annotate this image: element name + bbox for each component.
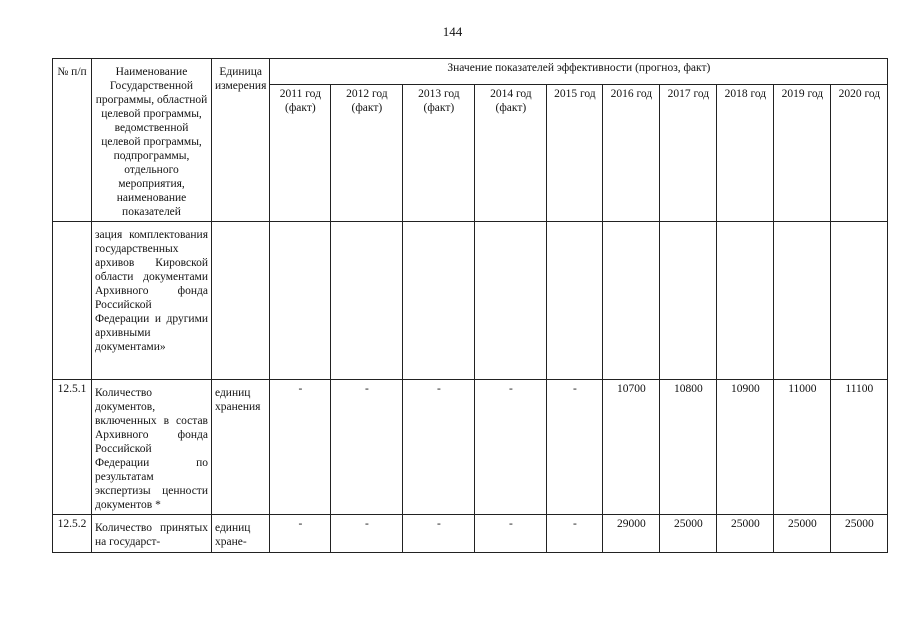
row-value: - [270,515,331,553]
row-value: 25000 [831,515,888,553]
row-value: 11000 [774,380,831,515]
row-value: - [403,380,475,515]
row-value [717,222,774,380]
row-value: 10700 [603,380,660,515]
row-value: - [475,380,547,515]
row-name: Количество принятых на государст- [92,515,212,553]
row-value: 25000 [717,515,774,553]
row-value [547,222,603,380]
table-row [53,222,888,380]
row-value: - [547,515,603,553]
row-name: Количество документов, включенных в состав Архивного фонда Российской Федерации по результатам экспертизы ценности документов * [92,380,212,515]
header-values-group: Значение показателей эффективности (прогноз, факт) [270,59,888,85]
row-value: 10900 [717,380,774,515]
row-value: - [331,380,403,515]
row-value: - [475,515,547,553]
header-year-2012: 2012 год (факт) [331,85,403,222]
row-value [475,222,547,380]
row-value: 11100 [831,380,888,515]
header-year-2019: 2019 год [774,85,831,222]
row-num: 12.5.2 [53,515,92,553]
row-value: - [331,515,403,553]
row-value: 25000 [660,515,717,553]
row-value [774,222,831,380]
header-num: № п/п [53,59,92,222]
row-value [270,222,331,380]
row-unit: единиц хранения [212,380,270,515]
row-name: зация комплектования государственных архивов Кировской области документами Архивного фонда Российской Федерации и другими архивными документами» [92,222,212,380]
header-year-2014: 2014 год (факт) [475,85,547,222]
row-num [53,222,92,380]
row-value: - [403,515,475,553]
header-year-2015: 2015 год [547,85,603,222]
row-value [831,222,888,380]
header-year-2018: 2018 год [717,85,774,222]
row-value [331,222,403,380]
row-unit: единиц хране- [212,515,270,553]
row-value [660,222,717,380]
page-number: 144 [442,24,463,39]
header-year-2013: 2013 год (факт) [403,85,475,222]
table-row [53,515,888,553]
row-unit [212,222,270,380]
row-value: 25000 [774,515,831,553]
row-value: 10800 [660,380,717,515]
header-name: Наименование Государственной программы, областной целевой программы, ведомственной целевой программы, подпрограммы, отдельного мероприятия, наименование показателей [92,59,212,222]
indicators-table [52,58,888,553]
header-year-2011: 2011 год (факт) [270,85,331,222]
row-value: - [270,380,331,515]
row-num: 12.5.1 [53,380,92,515]
row-value [603,222,660,380]
row-value [403,222,475,380]
header-year-2020: 2020 год [831,85,888,222]
header-year-2017: 2017 год [660,85,717,222]
table-row [53,380,888,515]
header-year-2016: 2016 год [603,85,660,222]
header-unit: Единица измерения [212,59,270,222]
row-value: 29000 [603,515,660,553]
row-value: - [547,380,603,515]
